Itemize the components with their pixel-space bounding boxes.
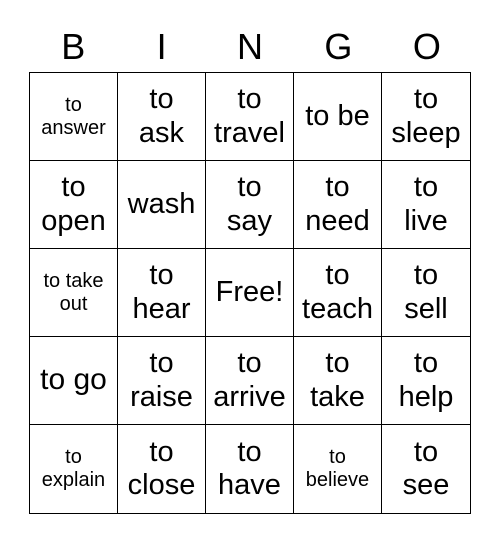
bingo-cell[interactable]: to travel [206,73,294,161]
bingo-cell[interactable]: to hear [118,249,206,337]
bingo-cell[interactable]: to believe [294,425,382,513]
header-letter-g: G [324,26,353,67]
bingo-header [29,22,471,72]
bingo-cell[interactable]: to close [118,425,206,513]
bingo-cell[interactable]: to go [30,337,118,425]
bingo-board [29,72,471,514]
bingo-cell[interactable]: to be [294,73,382,161]
header-letter-n: N [237,26,264,67]
bingo-cell[interactable]: to explain [30,425,118,513]
bingo-cell[interactable]: to ask [118,73,206,161]
header-letter-o: O [412,26,441,67]
header-letter-b: B [61,26,86,67]
header-letter-i: I [156,26,167,67]
bingo-cell[interactable]: to have [206,425,294,513]
bingo-cell[interactable]: to say [206,161,294,249]
free-space-cell[interactable]: Free! [206,249,294,337]
bingo-cell[interactable]: to sell [382,249,470,337]
bingo-cell[interactable]: to sleep [382,73,470,161]
bingo-cell[interactable]: to teach [294,249,382,337]
bingo-cell[interactable]: to need [294,161,382,249]
bingo-cell[interactable]: to arrive [206,337,294,425]
bingo-cell[interactable]: to take out [30,249,118,337]
bingo-cell[interactable]: to raise [118,337,206,425]
bingo-cell[interactable]: to live [382,161,470,249]
bingo-cell[interactable]: to see [402,435,450,501]
bingo-cell[interactable]: to answer [30,73,118,161]
bingo-cell[interactable]: to take [294,337,382,425]
bingo-cell[interactable]: to open [30,161,118,249]
bingo-cell[interactable]: to help [382,337,470,425]
bingo-cell[interactable]: wash [118,161,206,249]
